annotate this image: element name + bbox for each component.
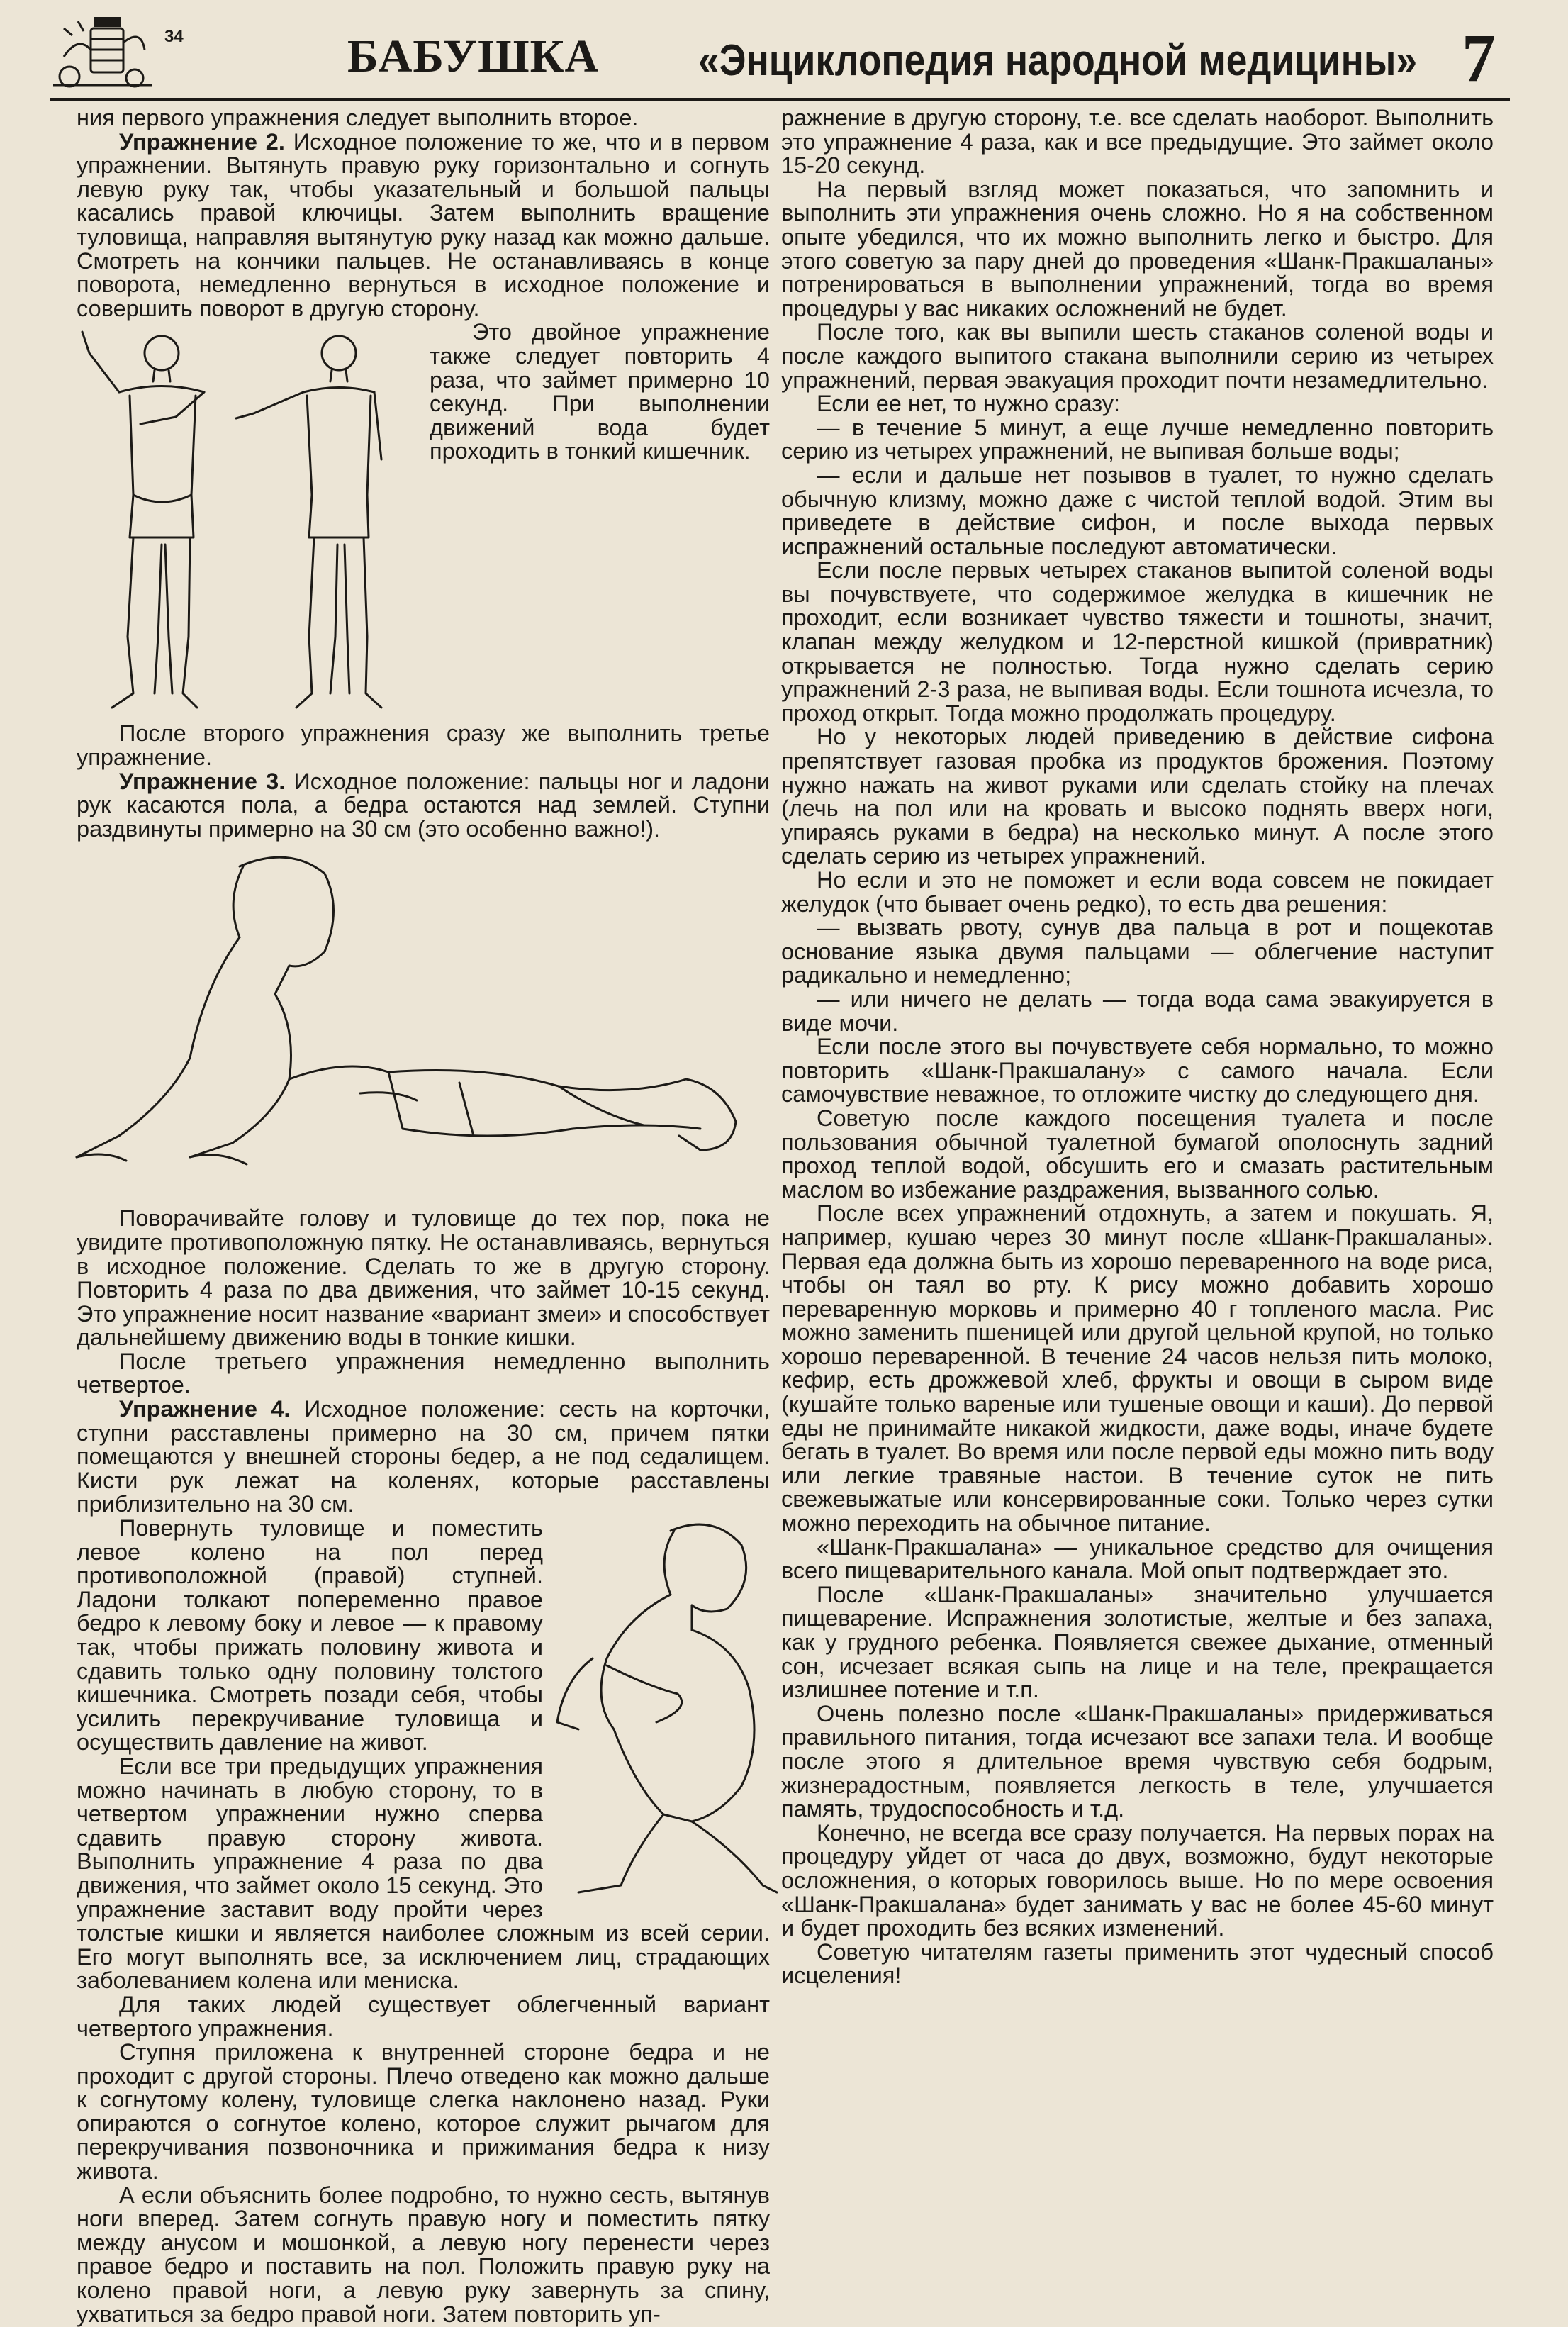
babushka-logo-icon: [50, 14, 156, 92]
paragraph: «Шанк-Пракшалана» — уникальное средство для очищения всего пищеварительного канала. Мой опыт подтверждает это.: [781, 1534, 1494, 1584]
paragraph: Повернуть туловище и поместить левое колено на пол перед противоположной (правой) ступней. Ладони толкают попеременно правое бедро к левому боку и левое — к правому так, чтобы прижать половину живота и сдавить только одну половину толстого кишечника. Смотреть позади себя, чтобы усилить перекручивание туловища и осуществить давление на живот.: [77, 1515, 543, 1756]
exercise-3-illustration: [62, 845, 757, 1200]
paragraph: — в течение 5 минут, а еще лучше немедленно повторить серию из четырех упражнений, не выпивая больше воды;: [781, 414, 1494, 464]
newspaper-brand: БАБУШКА: [347, 30, 600, 82]
exercise-2-text: Исходное положение то же, что и в первом упражнении. Вытянуть правую руку горизонтально и согнуть левую руку так, чтобы указательный и большой пальцы касались правой ключицы. Затем выполнить вращение туловища, направляя вытянутую руку назад как можно дальше. Смотреть на кончики пальцев. Не останавливаясь в конце поворота, немедленно вернуться в исходное положение и совершить поворот в другую сторону.: [77, 128, 770, 321]
paragraph: Это двойное упражнение также следует повторить 4 раза, что займет примерно 10 секунд. При выполнении движений вода будет проходить в тонкий кишечник.: [430, 319, 770, 464]
page-header: [50, 14, 1510, 101]
paragraph: Советую после каждого посещения туалета и после пользования обычной туалетной бумагой ополоснуть задний проход теплой водой, обсушить его и смазать растительным маслом во избежание раздражения, вызванного солью.: [781, 1105, 1494, 1202]
paragraph: После того, как вы выпили шесть стаканов соленой воды и после каждого выпитого стакана выполнили серию из четырех упражнений, первая эвакуация проходит почти незамедлительно.: [781, 319, 1494, 393]
exercise-2-heading: Упражнение 2.: [119, 128, 285, 155]
paragraph: После второго упражнения сразу же выполнить третье упражнение.: [77, 720, 770, 770]
paragraph: [77, 770, 770, 842]
paragraph: Если после первых четырех стаканов выпитой соленой воды вы почувствуете, что содержимое желудка в кишечник не проходит, если возникает чувство тяжести и тошноты, значит, клапан между желудком и 12-перстной кишкой (привратник) открывается не полностью. Тогда нужно сделать серию упражнений 2-3 раза, не выпивая воды. Если тошнота исчезла, то проход открыт. Тогда можно продолжать процедуру.: [781, 557, 1494, 726]
paragraph: Поворачивайте голову и туловище до тех пор, пока не увидите противоположную пятку. Не останавливаясь, вернуться в исходное положение. Сделать то же в другую сторону. Повторить 4 раза по два движения, что займет 10-15 секунд. Это упражнение носит название «вариант змеи» и способствует дальнейшему движению воды в тонкие кишки.: [77, 1205, 770, 1351]
exercise-4-heading: Упражнение 4.: [119, 1396, 291, 1422]
exercise-2-illustration: [62, 325, 417, 722]
paragraph: Если после этого вы почувствуете себя нормально, то можно повторить «Шанк-Пракшалану» с самого начала. Если самочувствие неважное, то отложите чистку до следующего дня.: [781, 1034, 1494, 1107]
exercise-4-illustration: [550, 1517, 784, 1899]
paragraph: Если все три предыдущих упражнения можно начинать в любую сторону, то в четвертом упражнении нужно сперва сдавить правую сторону живота. Выполнить упражнение 4 раза по два движения, что займет около 15 секунд. Это упражнение заставит воду пройти через толстые кишки и является наиболее сложным из всей серии. Его могут выполнять все, за исключением лиц, страдающих заболеванием колена или мениска.: [77, 1753, 770, 1994]
paragraph: — или ничего не делать — тогда вода сама эвакуируется в виде мочи.: [781, 986, 1494, 1036]
paragraph: — вызвать рвоту, сунув два пальца в рот и пощекотав основание языка двумя пальцами — облегчение наступит радикально и немедленно;: [781, 915, 1494, 988]
paragraph: ражнение в другую сторону, т.е. все сделать наоборот. Выполнить это упражнение 4 раза, как и все предыдущие. Это займет около 15-20 секунд.: [781, 105, 1494, 179]
paragraph: После всех упражнений отдохнуть, а затем и покушать. Я, например, кушаю через 30 минут после «Шанк-Пракшаланы». Первая еда должна быть из хорошо переваренного на воде риса, чтобы он таял во рту. К рису можно добавить хорошо переваренную морковь и примерно 40 г топленого масла. Рис можно заменить пшеницей или другой цельной крупой, но только хорошо переваренной. В течение 24 часов нельзя пить молоко, кефир, есть дрожжевой хлеб, фрукты и овощи в сыром виде (кушайте только вареные или тушеные овощи и каши). До первой еды не принимайте никакой жидкости, даже воды, иначе будете бегать в туалет. Во время или после первой еды можно пить воду или легкие травяные настои. В течение суток не пить свежевыжатые или консервированные соки. Только через сутки можно переходить на обычное питание.: [781, 1200, 1494, 1536]
exercise-3-text: Исходное положение: пальцы ног и ладони рук касаются пола, а бедра остаются над землей. Ступни раздвинуты примерно на 30 см (это особенно важно!).: [77, 768, 770, 842]
paragraph: Для таких людей существует облегченный вариант четвертого упражнения.: [77, 1991, 770, 2041]
header-page-number-small: 34: [164, 27, 184, 46]
right-column: [781, 106, 1494, 1988]
paragraph: Очень полезно после «Шанк-Пракшаланы» придерживаться правильного питания, тогда исчезают все запахи тела. И вообще после этого я длительное время чувствую себя бодрым, жизнерадостным, появляется легкость в теле, улучшается память, трудоспособность и т.д.: [781, 1700, 1494, 1822]
paragraph: Ступня приложена к внутренней стороне бедра и не проходит с другой стороны. Плечо отведено как можно дальше к согнутому колену, туловище слегка наклонено назад. Руки опираются о согнутое колено, которое служит рычагом для перекручивания позвоночника и прижимания бедра к низу живота.: [77, 2039, 770, 2184]
paragraph: А если объяснить более подробно, то нужно сесть, вытянув ноги вперед. Затем согнуть правую ногу и поместить пятку между анусом и мошонкой, а левую ногу перенести через правое бедро и поставить на пол. Положить правую руку на колено правой ноги, а левую руку завернуть за спину, ухватиться за бедро правой ноги. Затем повторить уп-: [77, 2182, 770, 2327]
paragraph: [77, 130, 770, 321]
paragraph: После «Шанк-Пракшаланы» значительно улучшается пищеварение. Испражнения золотистые, желтые и без запаха, как у грудного ребенка. Появляется свежее дыхание, отменный сон, исчезает всякая сыпь на лице и на теле, прекращается излишнее потение и т.п.: [781, 1581, 1494, 1703]
exercise-3-heading: Упражнение 3.: [119, 768, 286, 794]
newspaper-title: «Энциклопедия народной медицины»: [698, 36, 1418, 85]
paragraph: Но у некоторых людей приведению в действие сифона препятствует газовая пробка из продуктов брожения. Поэтому нужно нажать на живот руками или сделать стойку на плечах (лечь на пол или на кровать и высоко поднять вверх ноги, упираясь руками в бедра) на несколько минут. А после этого сделать серию из четырех упражнений.: [781, 724, 1494, 869]
paragraph: После третьего упражнения немедленно выполнить четвертое.: [77, 1348, 770, 1398]
paragraph: Если ее нет, то нужно сразу:: [817, 391, 1121, 417]
page-number: 7: [1462, 20, 1496, 96]
paragraph: — если и дальше нет позывов в туалет, то нужно сделать обычную клизму, можно даже с чистой теплой водой. Этим вы приведете в действие сифон, и после выхода первых испражнений остальные последуют автоматически.: [781, 462, 1494, 559]
paragraph: На первый взгляд может показаться, что запомнить и выполнить эти упражнения очень сложно. Но я на собственном опыте убедился, что их можно выполнить легко и быстро. Для этого советую за пару дней до проведения «Шанк-Пракшаланы» потренироваться в выполнении упражнений, тогда во время процедуры у вас никаких осложнений не будет.: [781, 176, 1494, 321]
paragraph: Но если и это не поможет и если вода совсем не покидает желудок (что бывает очень редко), то есть два решения:: [781, 867, 1494, 917]
left-column: [77, 106, 770, 2326]
exercise-4-text: Исходное положение: сесть на корточки, ступни расставлены примерно на 30 см, причем пятки помещаются у внешней стороны бедер, а не под седалищем. Кисти рук лежат на коленях, которые расставлены приблизительно на 30 см.: [77, 1396, 770, 1517]
paragraph: [77, 1397, 770, 1517]
paragraph: ния первого упражнения следует выполнить второе.: [77, 105, 639, 130]
paragraph: Конечно, не всегда все сразу получается. На первых порах на процедуру уйдет от часа до двух, возможно, будут некоторые осложнения, о которых говорилось выше. Но по мере освоения «Шанк-Пракшалана» будет занимать у вас не более 45-60 минут и будет проходить без всяких изменений.: [781, 1819, 1494, 1941]
paragraph: Советую читателям газеты применить этот чудесный способ исцеления!: [781, 1938, 1494, 1989]
